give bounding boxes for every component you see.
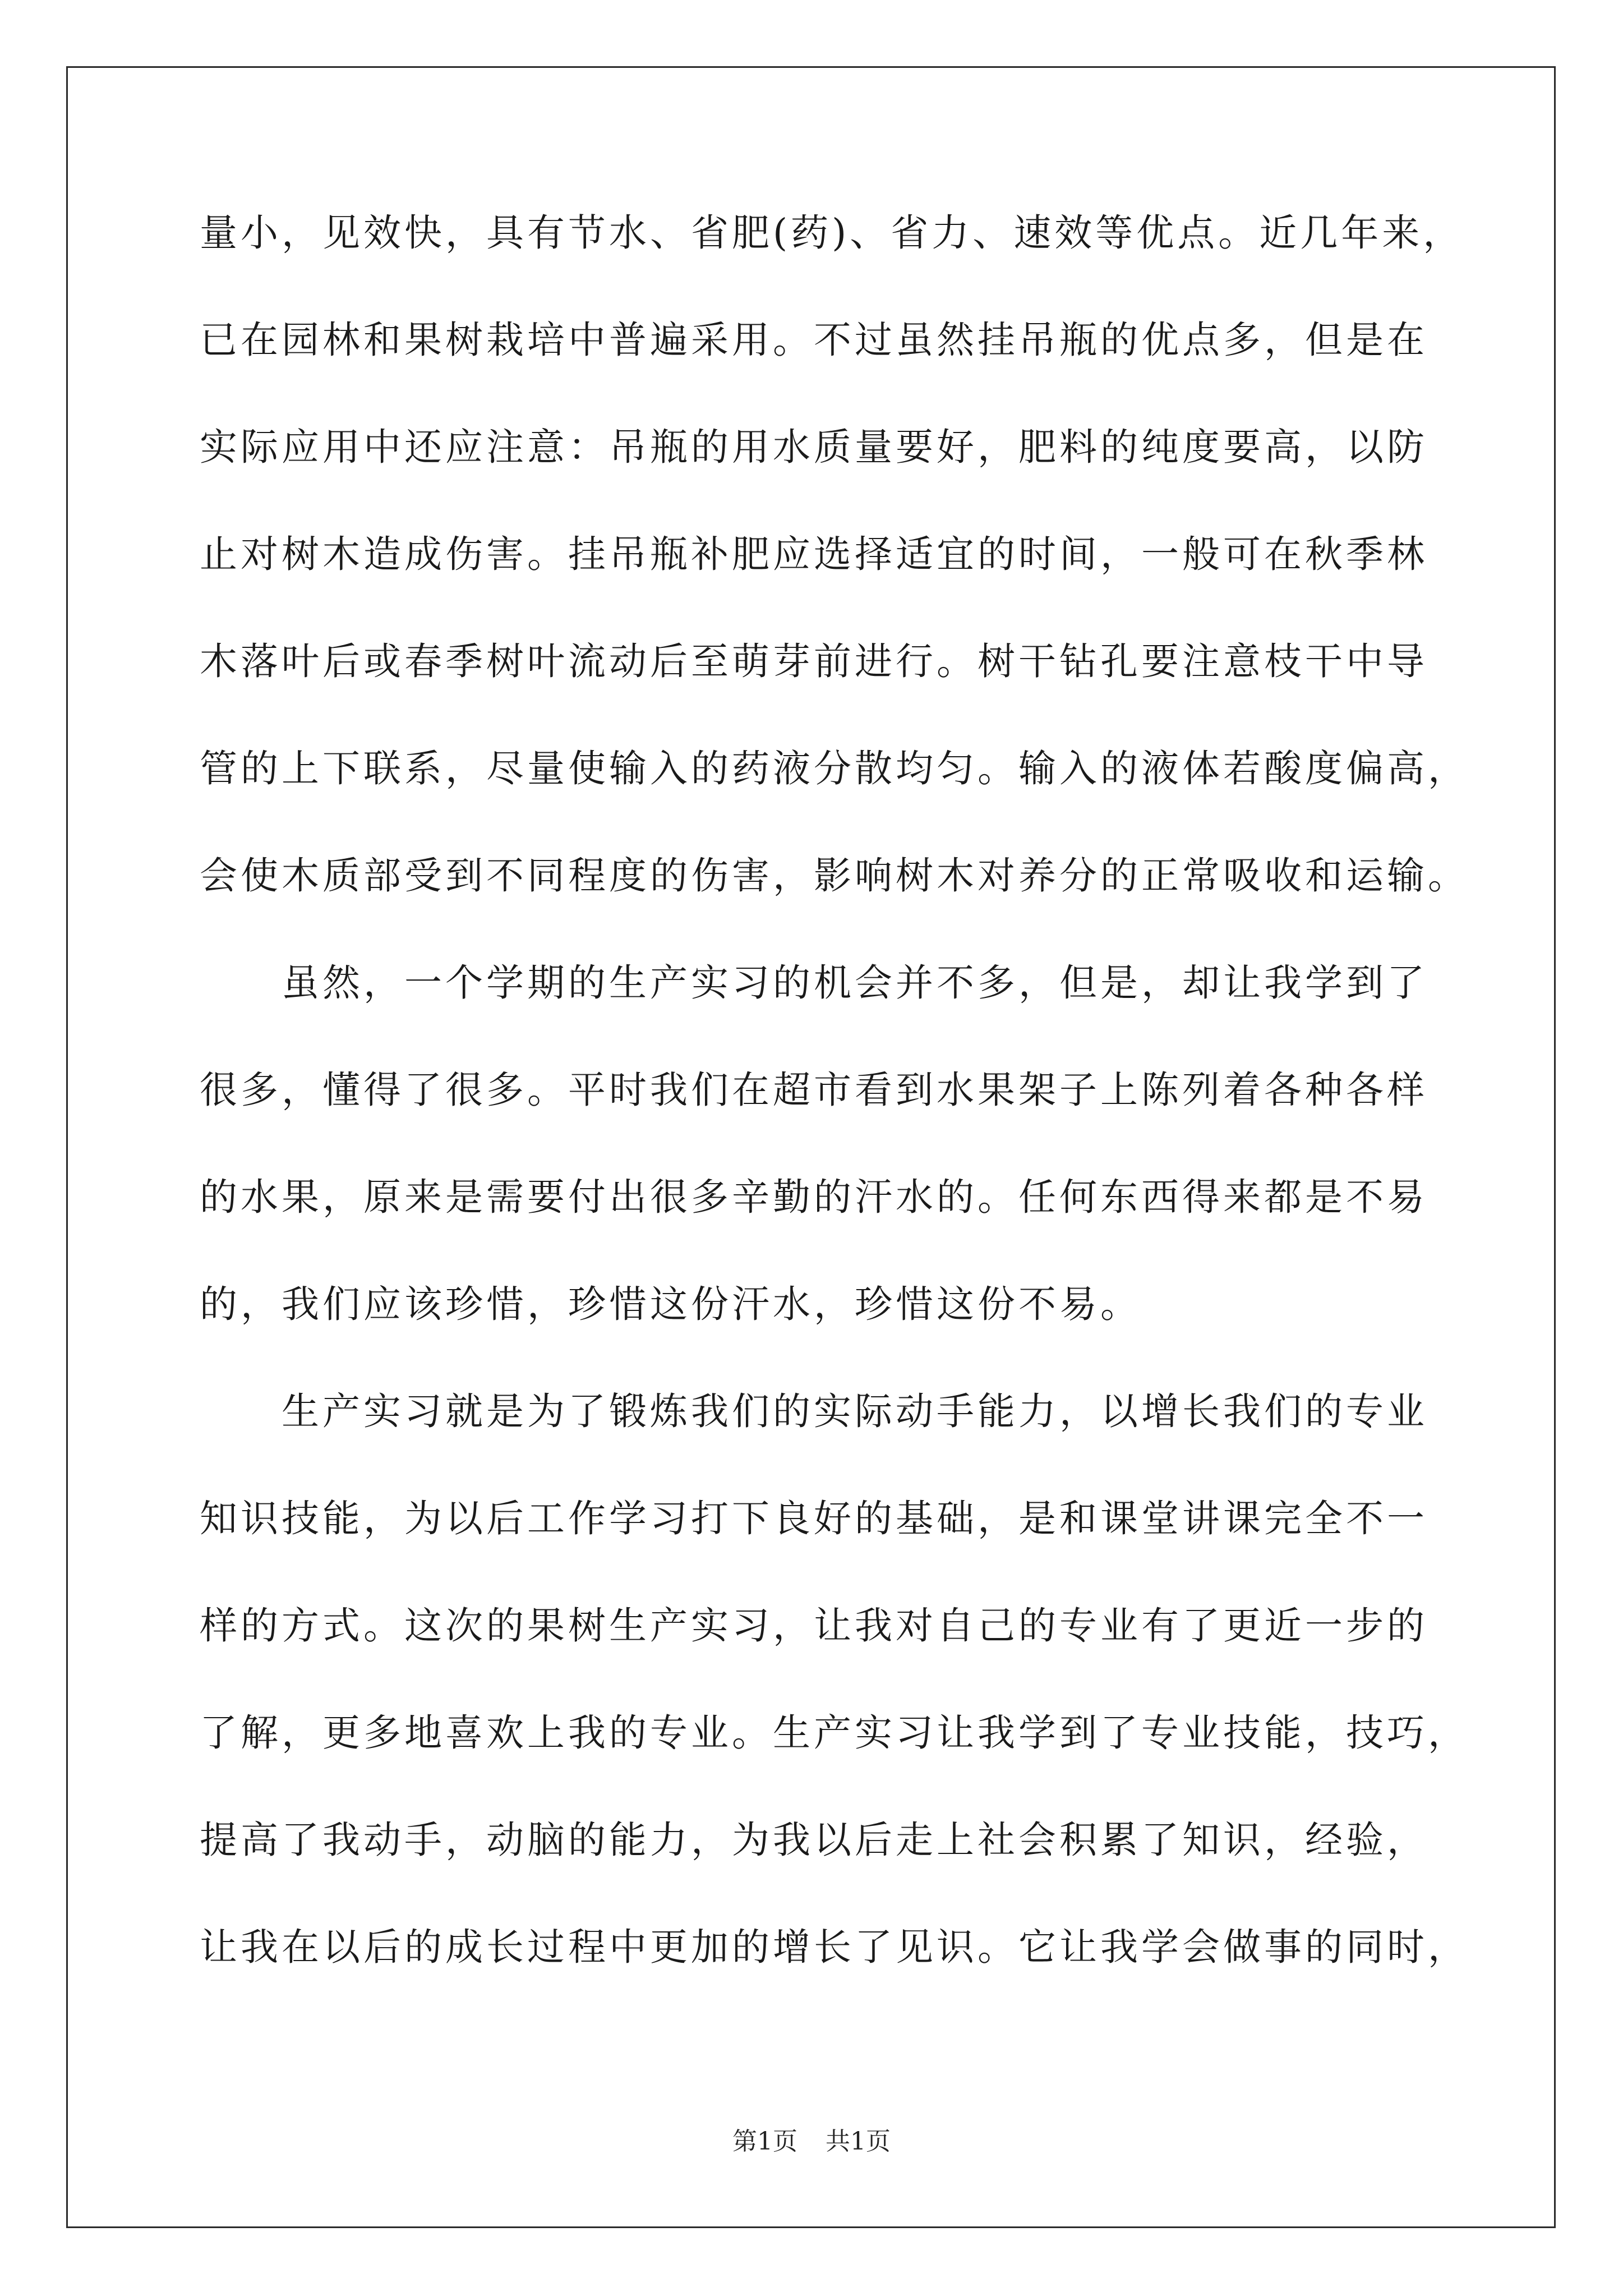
text-line: 木落叶后或春季树叶流动后至萌芽前进行。树干钻孔要注意枝干中导 <box>200 639 1428 683</box>
text-line: 让我在以后的成长过程中更加的增长了见识。它让我学会做事的同时， <box>200 1925 1469 1969</box>
text-line: 量小，见效快，具有节水、省肥(药)、省力、速效等优点。近几年来， <box>200 211 1464 255</box>
page-frame <box>66 66 1556 2228</box>
text-line: 很多，懂得了很多。平时我们在超市看到水果架子上陈列着各种各样 <box>200 1068 1428 1112</box>
page-footer <box>0 2126 1623 2157</box>
text-line: 管的上下联系，尽量使输入的药液分散均匀。输入的液体若酸度偏高， <box>200 747 1469 790</box>
page-number-total: 共1页 <box>826 2127 891 2156</box>
text-line: 生产实习就是为了锻炼我们的实际动手能力，以增长我们的专业 <box>200 1389 1428 1433</box>
text-line: 提高了我动手，动脑的能力，为我以后走上社会积累了知识，经验， <box>200 1818 1428 1862</box>
text-line: 的水果，原来是需要付出很多辛勤的汗水的。任何东西得来都是不易 <box>200 1175 1428 1219</box>
text-line: 会使木质部受到不同程度的伤害，影响树木对养分的正常吸收和运输。 <box>200 854 1469 898</box>
text-line: 样的方式。这次的果树生产实习，让我对自己的专业有了更近一步的 <box>200 1604 1428 1648</box>
page-number-current: 第1页 <box>732 2127 797 2156</box>
text-line: 的，我们应该珍惜，珍惜这份汗水，珍惜这份不易。 <box>200 1282 1141 1326</box>
text-line: 止对树木造成伤害。挂吊瓶补肥应选择适宜的时间，一般可在秋季林 <box>200 532 1428 576</box>
text-line: 实际应用中还应注意：吊瓶的用水质量要好，肥料的纯度要高，以防 <box>200 425 1428 469</box>
text-line: 虽然，一个学期的生产实习的机会并不多，但是，却让我学到了 <box>200 961 1428 1005</box>
text-line: 已在园林和果树栽培中普遍采用。不过虽然挂吊瓶的优点多，但是在 <box>200 318 1428 362</box>
text-line: 知识技能，为以后工作学习打下良好的基础，是和课堂讲课完全不一 <box>200 1497 1428 1540</box>
text-line: 了解，更多地喜欢上我的专业。生产实习让我学到了专业技能，技巧， <box>200 1711 1469 1755</box>
